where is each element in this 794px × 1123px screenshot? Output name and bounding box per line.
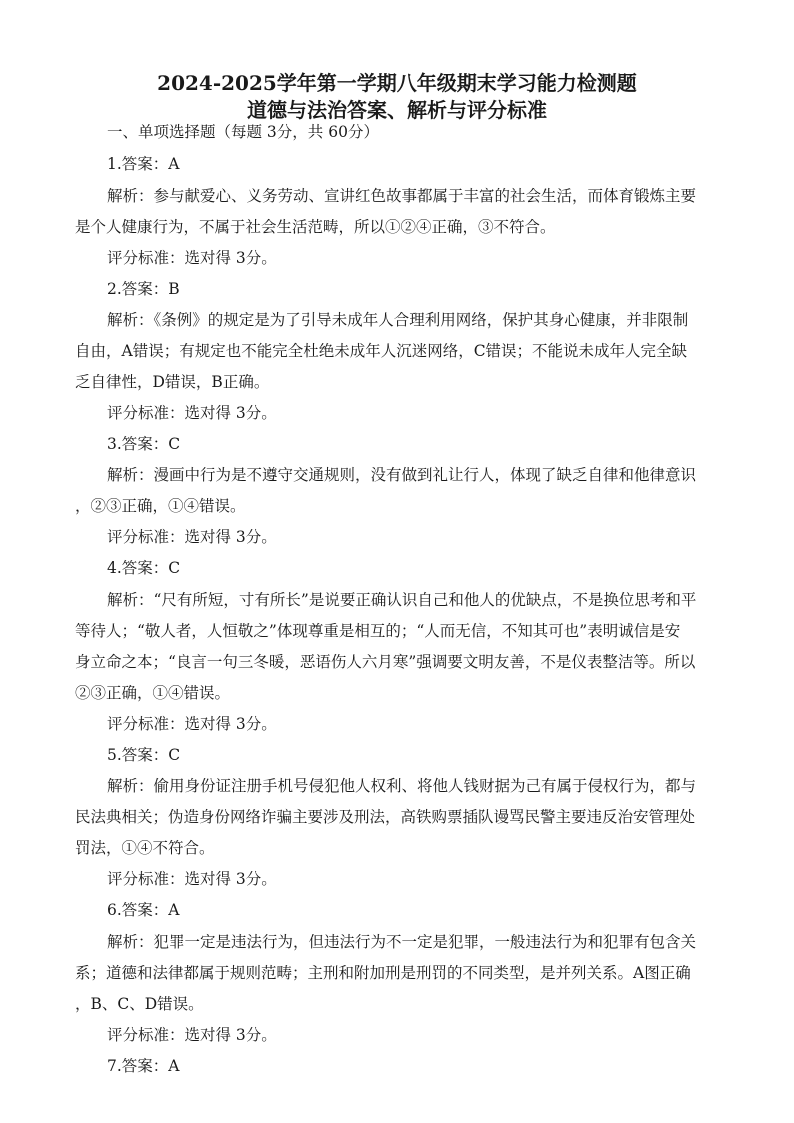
q1-scoring: 评分标准：选对得 3分。 (107, 249, 277, 267)
q4-analysis-line: 等待人；“敬人者，人恒敬之”体现尊重是相互的；“人而无信，不知其可也”表明诚信是安 (75, 622, 681, 640)
q6-scoring: 评分标准：选对得 3分。 (107, 1026, 277, 1044)
q5-analysis-line: 解析：偷用身份证注册手机号侵犯他人权利、将他人钱财据为己有属于侵权行为，都与 (107, 777, 697, 795)
q4-analysis-line: 解析：“尺有所短，寸有所长”是说要正确认识自己和他人的优缺点，不是换位思考和平 (107, 591, 697, 609)
q4-analysis-line: 身立命之本；“良言一句三冬暖，恶语伤人六月寒”强调要文明友善，不是仪表整洁等。所以 (75, 653, 696, 671)
q7-answer: 7.答案：A (107, 1057, 180, 1075)
q3-analysis-line: 解析：漫画中行为是不遵守交通规则，没有做到礼让行人，体现了缺乏自律和他律意识 (107, 466, 697, 484)
q2-analysis-line: 乏自律性，D错误，B正确。 (75, 373, 270, 391)
q4-analysis-line: ②③正确，①④错误。 (75, 684, 231, 702)
q3-analysis-line: ，②③正确，①④错误。 (75, 497, 246, 515)
q3-answer: 3.答案：C (107, 435, 181, 453)
q6-analysis-line: 解析：犯罪一定是违法行为，但违法行为不一定是犯罪，一般违法行为和犯罪有包含关 (107, 933, 697, 951)
document-title: 2024-2025学年第一学期八年级期末学习能力检测题 (157, 71, 637, 95)
q5-analysis-line: 民法典相关；伪造身份网络诈骗主要涉及刑法，高铁购票插队谩骂民警主要违反治安管理处 (75, 808, 696, 826)
q6-analysis-line: ，B、C、D错误。 (75, 995, 204, 1013)
q2-analysis-line: 自由，A错误；有规定也不能完全杜绝未成年人沉迷网络，C错误；不能说未成年人完全缺 (75, 342, 688, 360)
q4-scoring: 评分标准：选对得 3分。 (107, 715, 277, 733)
q5-scoring: 评分标准：选对得 3分。 (107, 870, 277, 888)
q6-analysis-line: 系；道德和法律都属于规则范畴；主刑和附加刑是刑罚的不同类型，是并列关系。A图正确 (75, 964, 691, 982)
document-subtitle: 道德与法治答案、解析与评分标准 (247, 98, 547, 122)
q1-analysis-line: 解析：参与献爱心、义务劳动、宣讲红色故事都属于丰富的社会生活，而体育锻炼主要 (107, 187, 697, 205)
q2-answer: 2.答案：B (107, 280, 180, 298)
q1-answer: 1.答案：A (107, 155, 180, 173)
q4-answer: 4.答案：C (107, 559, 181, 577)
q6-answer: 6.答案：A (107, 901, 180, 919)
q5-answer: 5.答案：C (107, 746, 181, 764)
q2-analysis-line: 解析：《条例》的规定是为了引导未成年人合理利用网络，保护其身心健康，并非限制 (107, 311, 689, 329)
q1-analysis-line: 是个人健康行为，不属于社会生活范畴，所以①②④正确，③不符合。 (75, 218, 556, 236)
q5-analysis-line: 罚法，①④不符合。 (75, 839, 215, 857)
q3-scoring: 评分标准：选对得 3分。 (107, 528, 277, 546)
q2-scoring: 评分标准：选对得 3分。 (107, 404, 277, 422)
section-heading: 一、单项选择题（每题 3分，共 60分） (107, 123, 379, 141)
